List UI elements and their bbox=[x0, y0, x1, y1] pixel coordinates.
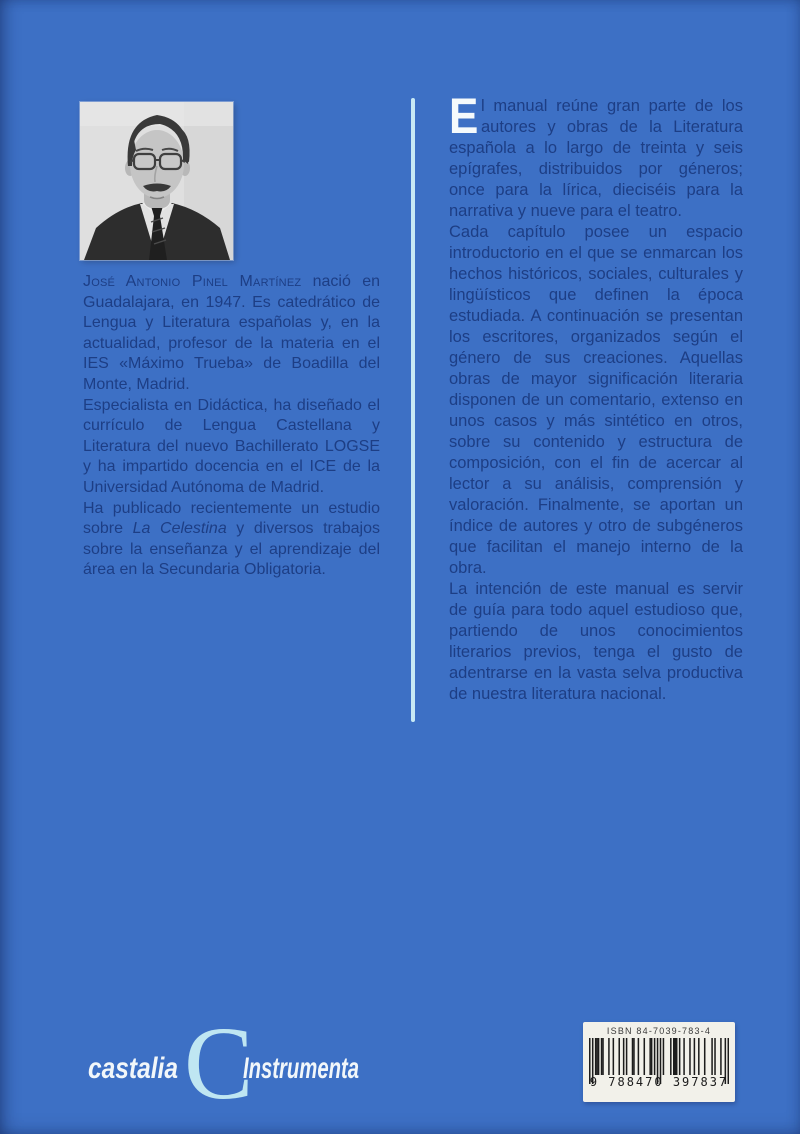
bio-paragraph: Especialista en Didáctica, ha diseñado el currículo de Lengua Castellana y Literatura del nuevo Bachillerato LOGSE y ha impartido docencia en el ICE de la Universidad Autónoma de Madrid. bbox=[83, 396, 380, 496]
synopsis bbox=[449, 88, 743, 705]
synopsis-paragraph bbox=[449, 88, 743, 222]
synopsis-text: l manual reúne gran parte de los autores y obras de la Literatura española a lo largo de treinta y seis epígrafes, distribuidos por géneros; once para la lírica, dieciséis para la narrativa y nueve para el teatro. bbox=[449, 97, 743, 220]
publisher-name-instrumenta: Instrumenta bbox=[243, 1052, 359, 1085]
author-photo bbox=[80, 102, 233, 260]
bio-paragraph: José Antonio Pinel Martínez nació en Guadalajara, en 1947. Es catedrático de Lengua y Literatura españolas y, en la actualidad, profesor de la materia en el IES «Máximo Trueba» de Boadilla del Monte, Madrid. bbox=[83, 273, 380, 393]
publisher-logo bbox=[80, 1006, 380, 1121]
author-bio bbox=[83, 272, 380, 581]
publisher-monogram-icon: C bbox=[184, 1006, 254, 1121]
synopsis-paragraph: La intención de este manual es servir de guía para todo aquel estudioso que, partiendo de unos conocimientos literarios previos, tenga el gusto de adentrarse en la vasta selva productiva de nuestra literatura nacional. bbox=[449, 580, 743, 703]
publisher-name-castalia: castalia bbox=[88, 1052, 178, 1085]
glasses bbox=[134, 154, 155, 169]
column-divider bbox=[411, 98, 415, 722]
synopsis-paragraph: Cada capítulo posee un espacio introductorio en el que se enmarcan los hechos históricos, sociales, culturales y lingüísticos que definen la época estudiada. A continuación se presentan los escritores, organizados según el género de sus creaciones. Aquellas obras de mayor significación literaria disponen de un comentario, extenso en unos casos y más sintético en otros, sobre su contenido y estructura de composición, con el fin de acercar al lector a su análisis, comprensión y valoración. Finalmente, se aportan un índice de autores y otro de subgéneros que facilitan el manejo interno de la obra. bbox=[449, 223, 743, 577]
ean-number: 9 788470 397837 bbox=[589, 1075, 729, 1089]
isbn-text: ISBN 84-7039-783-4 bbox=[606, 1026, 712, 1036]
barcode-label bbox=[583, 1022, 735, 1102]
bio-paragraph: Ha publicado recientemente un estudio sobre La Celestina y diversos trabajos sobre la enseñanza y el aprendizaje del área en la Secundaria Obligatoria. bbox=[83, 499, 380, 579]
drop-cap-E: E bbox=[449, 88, 479, 144]
